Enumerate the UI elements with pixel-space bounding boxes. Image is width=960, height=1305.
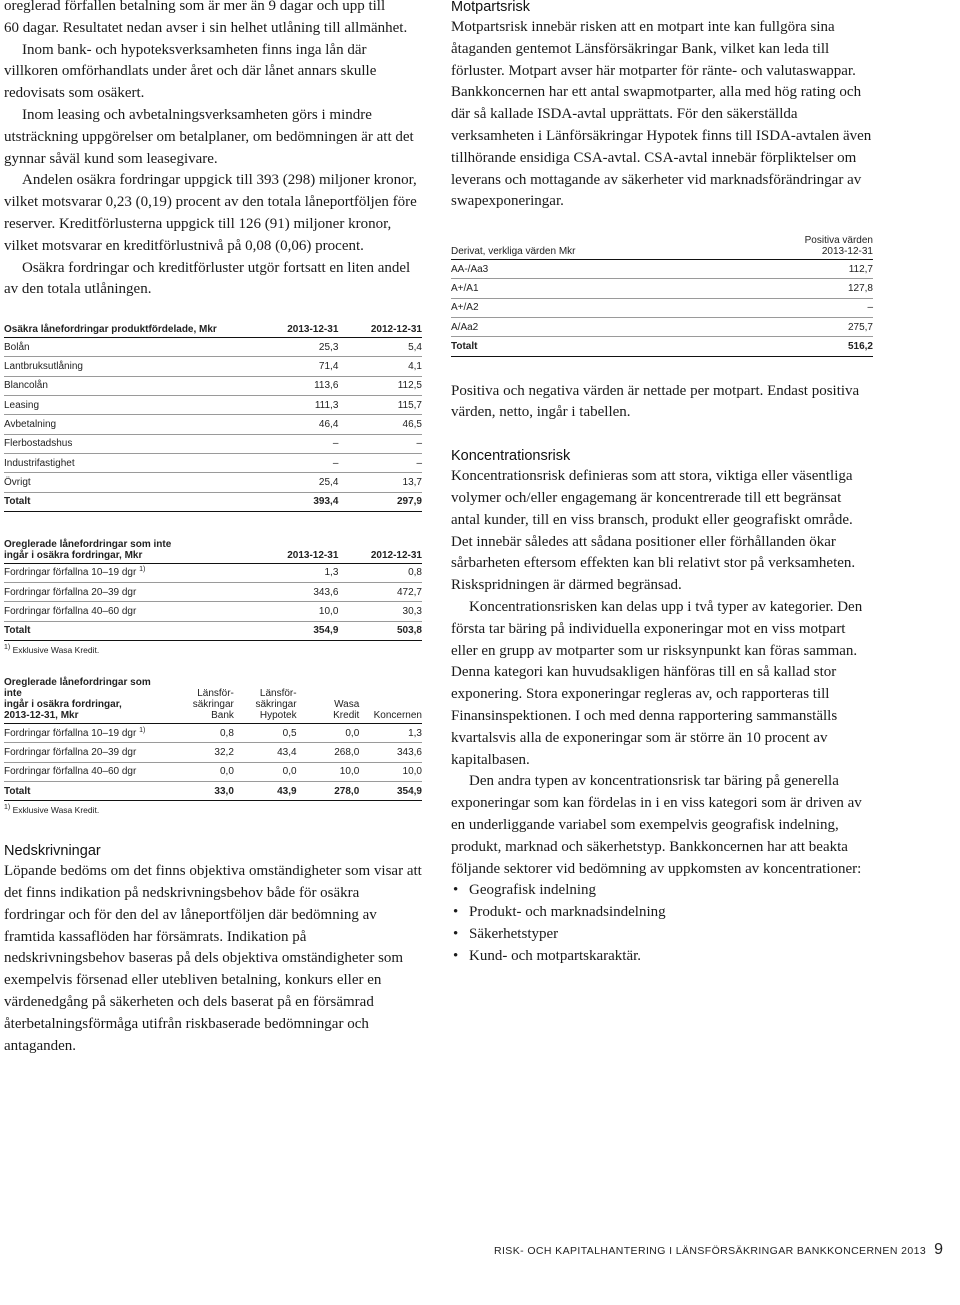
cell-value: 393,4	[255, 492, 339, 511]
cell-value: 268,0	[297, 743, 360, 762]
paragraph: Koncentrationsrisk definieras som att stora, viktiga eller väsentliga volymer och/eller engagemang är koncentrerade till ett begränsat antal kunder, till en viss bransch, produkt eller geografiskt område. Det innebär således att sådana positioner eller förhållanden ökar sårbarheten eftersom effekten kan bli relativt stor på verksamheten. Riskspridningen är därmed begränsad.	[451, 468, 856, 594]
page-number: 9	[934, 1241, 943, 1258]
intro-line: 60 dagar. Resultatet nedan avser i sin helhet utlåning till allmänhet.	[4, 19, 408, 36]
sector-list	[451, 880, 873, 967]
cell-value: 13,7	[338, 473, 422, 492]
paragraph: Löpande bedöms om det finns objektiva omständigheter som visar att det finns indikation på nedskrivningsbehov både för osäkra fordringar och för den del av låneportföljen där bedömning av framtida kassaflöden har försämrats. Indikation på nedskrivningsbehov baseras på dels objektiva omständigheter som exempelvis försenad eller utebliven betalning, konkurs eller en värdenedgång på säkerheten och dels baserat på en försämrad återbetalningsförmåga utifrån riskbaserade bedömningar och antaganden.	[4, 863, 422, 1054]
row-label	[4, 563, 255, 582]
footnote-mark: 1)	[4, 804, 11, 812]
row-label: Leasing	[4, 396, 255, 415]
table-row	[4, 357, 422, 376]
intro-text	[4, 0, 422, 301]
table-row	[451, 260, 873, 279]
cell-value: 10,0	[297, 762, 360, 781]
cell-value: 10,0	[255, 602, 339, 621]
cell-value: 46,5	[338, 415, 422, 434]
paragraph: Den andra typen av koncentrationsrisk tar bäring på generella exponeringar som kan fördelas in i en viss kategori som är driven av en underliggande variabel som exempelvis geografisk indelning, produkt, marknad och säkerhetstyp. Bankkoncernen har att beakta följande sektorer vid bedömning av uppkomsten av koncentrationer:	[451, 773, 862, 877]
row-label-text: Fordringar förfallna 40–60 dgr	[4, 606, 137, 618]
cell-value: 0,8	[338, 563, 422, 582]
cell-value: 113,6	[255, 376, 339, 395]
cell-value: 343,6	[359, 743, 422, 762]
cell-value: 10,0	[359, 762, 422, 781]
cell-value: 0,0	[171, 762, 234, 781]
cell-value: 278,0	[297, 781, 360, 800]
section-heading-motpartsrisk: Motpartsrisk	[451, 0, 530, 15]
table-row	[4, 563, 422, 582]
row-label: AA-/Aa3	[451, 260, 704, 279]
paragraph: Motpartsrisk innebär risken att en motpart inte kan fullgöra sina åtaganden gentemot Länsförsäkringar Bank, vilket kan leda till förluster. Motpart avser här motparter för ränte- och valutaswappar. Bankkoncernen har ett antal swapmotparter, alla med hög rating och där så kallade ISDA-avtal upprättats. För den säkerställda verksamheten i Länförsäkringar Hypotek finns till ISDA-avtalen även tillhörande ensidiga CSA-avtal. CSA-avtal innebär förpliktelser om leverans och mottagande av säkerheter vid marknadsförändringar av swapexponeringar.	[451, 19, 872, 210]
table-header	[704, 235, 873, 260]
cell-value: 32,2	[171, 743, 234, 762]
table-row	[4, 583, 422, 602]
table-row	[4, 376, 422, 395]
section-heading-koncentrationsrisk: Koncentrationsrisk	[451, 448, 571, 465]
row-label: Totalt	[4, 781, 171, 800]
header-line: 2013-12-31, Mkr	[4, 710, 79, 722]
past-due-by-entity-table	[4, 677, 422, 801]
row-label: Flerbostadshus	[4, 434, 255, 453]
row-label-text: Fordringar förfallna 20–39 dgr	[4, 586, 137, 598]
cell-value: 25,4	[255, 473, 339, 492]
cell-value: 0,0	[297, 724, 360, 743]
derivatives-table	[451, 235, 873, 356]
footnote-mark: 1)	[4, 644, 11, 652]
cell-value: 71,4	[255, 357, 339, 376]
table-header: 2012-12-31	[338, 539, 422, 564]
table-header: Derivat, verkliga värden Mkr	[451, 235, 704, 260]
row-label: Totalt	[4, 492, 255, 511]
cell-value: 5,4	[338, 338, 422, 357]
table-header	[4, 677, 171, 724]
cell-value: 0,0	[234, 762, 297, 781]
paragraph: Andelen osäkra fordringar uppgick till 393 (298) miljoner kronor, vilket motsvarar 0,23 (0,19) procent av den totala låneportföljen före reserver. Kreditförlusterna uppgick till 126 (91) miljoner kronor, vilket motsvarar en kreditförlustnivå på 0,08 (0,06) procent.	[4, 172, 417, 254]
row-label: Totalt	[451, 337, 704, 356]
header-line: ingår i osäkra fordringar,	[4, 699, 122, 711]
row-label	[4, 602, 255, 621]
footer-text: RISK- OCH KAPITALHANTERING I LÄNSFÖRSÄKRINGAR BANKKONCERNEN 2013	[494, 1245, 927, 1257]
row-label: Bolån	[4, 338, 255, 357]
section-heading-nedskrivningar: Nedskrivningar	[4, 843, 101, 860]
cell-value: 472,7	[338, 583, 422, 602]
list-item: • Produkt- och marknadsindelning	[451, 902, 873, 924]
row-label-text: Fordringar förfallna 40–60 dgr	[4, 766, 137, 778]
table-header: 2013-12-31	[255, 324, 339, 338]
header-line: Hypotek	[259, 710, 297, 722]
cell-value: 516,2	[704, 337, 873, 356]
table-header	[171, 677, 234, 724]
left-column	[4, 0, 422, 1057]
header-line: ingår i osäkra fordringar, Mkr	[4, 549, 143, 561]
list-item: • Kund- och motpartskaraktär.	[451, 946, 873, 968]
table-row	[4, 724, 422, 743]
cell-value: 354,9	[255, 621, 339, 640]
header-line: 2013-12-31	[821, 246, 873, 258]
intro-line: oreglerad förfallen betalning som är mer än 9 dagar och upp till	[4, 0, 386, 14]
cell-value: 127,8	[704, 279, 873, 298]
cell-value: –	[704, 298, 873, 317]
row-label: Avbetalning	[4, 415, 255, 434]
table-row	[451, 298, 873, 317]
cell-value: 30,3	[338, 602, 422, 621]
cell-value: –	[255, 434, 339, 453]
cell-value: 115,7	[338, 396, 422, 415]
cell-value: –	[255, 453, 339, 472]
right-column	[451, 0, 873, 968]
list-item: • Säkerhetstyper	[451, 924, 873, 946]
table-row	[4, 338, 422, 357]
header-line: Positiva värden	[804, 235, 873, 247]
cell-value: 33,0	[171, 781, 234, 800]
paragraph: Koncentrationsrisken kan delas upp i två typer av kategorier. Den första tar bäring på individuella exponeringar mot en viss motpart eller en grupp av motparter som ur risksynpunkt kan föras samman. Denna kategori kan huvudsakligen hänföras till en så kallad stor exponering. Stora exponeringar regleras av, och rapporteras till Finansinspektionen. I och med denna rapportering sammanställs kvartalsvis alla de exponeringar som är större än 10 procent av kapitalbasen.	[451, 599, 863, 768]
cell-value: 0,8	[171, 724, 234, 743]
row-label: A+/A1	[451, 279, 704, 298]
cell-value: 43,9	[234, 781, 297, 800]
table-header: 2013-12-31	[255, 539, 339, 564]
header-line: Kredit	[333, 710, 360, 722]
list-item: • Geografisk indelning	[451, 880, 873, 902]
cell-value: 354,9	[359, 781, 422, 800]
header-line: Oreglerade lånefordringar som inte	[4, 677, 151, 700]
row-label: A+/A2	[451, 298, 704, 317]
cell-value: 25,3	[255, 338, 339, 357]
cell-value: 343,6	[255, 583, 339, 602]
row-label: Övrigt	[4, 473, 255, 492]
table-row	[4, 473, 422, 492]
cell-value: 0,5	[234, 724, 297, 743]
table-row	[4, 396, 422, 415]
cell-value: –	[338, 434, 422, 453]
cell-value: 4,1	[338, 357, 422, 376]
cell-value: 111,3	[255, 396, 339, 415]
table-total-row	[4, 781, 422, 800]
footnote-mark: 1)	[139, 566, 146, 574]
row-label-text: Fordringar förfallna 10–19 dgr	[4, 567, 137, 579]
cell-value: 112,7	[704, 260, 873, 279]
table-total-row	[4, 621, 422, 640]
koncentrationsrisk-body	[451, 466, 873, 967]
header-line: Wasa	[334, 699, 360, 711]
paragraph: Inom bank- och hypoteksverksamheten finns inga lån där villkoren omförhandlats under året och där lånet annars skulle redovisats som osäkert.	[4, 41, 377, 102]
cell-value: 297,9	[338, 492, 422, 511]
table-row	[451, 279, 873, 298]
header-line: Länsför-	[197, 688, 234, 700]
table-total-row	[4, 492, 422, 511]
cell-value: 43,4	[234, 743, 297, 762]
row-label	[4, 724, 171, 743]
table-row	[451, 318, 873, 337]
paragraph: Inom leasing och avbetalningsverksamheten görs i mindre utsträckning uppgörelser om betalplaner, om bedömningen är att det gynnar såväl kund som leasegivare.	[4, 106, 414, 167]
footnote-mark: 1)	[139, 726, 146, 734]
table-header	[297, 677, 360, 724]
row-label: Blancolån	[4, 376, 255, 395]
row-label-text: Fordringar förfallna 20–39 dgr	[4, 746, 137, 758]
table-header: Koncernen	[359, 677, 422, 724]
cell-value: 112,5	[338, 376, 422, 395]
row-label: Industrifastighet	[4, 453, 255, 472]
cell-value: 275,7	[704, 318, 873, 337]
row-label: A/Aa2	[451, 318, 704, 337]
table-footnote	[4, 645, 422, 655]
table-header	[4, 539, 255, 564]
table-row	[4, 434, 422, 453]
header-line: säkringar	[192, 699, 234, 711]
table-header: 2012-12-31	[338, 324, 422, 338]
table-header	[234, 677, 297, 724]
header-line: Bank	[211, 710, 234, 722]
table-header: Osäkra lånefordringar produktfördelade, Mkr	[4, 324, 255, 338]
table-row	[4, 453, 422, 472]
cell-value: 1,3	[255, 563, 339, 582]
header-line: Oreglerade lånefordringar som inte	[4, 538, 172, 550]
cell-value: 1,3	[359, 724, 422, 743]
cell-value: 503,8	[338, 621, 422, 640]
page-footer	[494, 1241, 943, 1259]
footnote-text: Exklusive Wasa Kredit.	[12, 805, 100, 816]
row-label	[4, 583, 255, 602]
past-due-loans-table	[4, 539, 422, 641]
row-label: Lantbruksutlåning	[4, 357, 255, 376]
table-row	[4, 602, 422, 621]
footnote-text: Exklusive Wasa Kredit.	[12, 645, 100, 656]
row-label: Totalt	[4, 621, 255, 640]
header-line: säkringar	[255, 699, 297, 711]
header-line: Länsför-	[259, 688, 297, 700]
row-label	[4, 762, 171, 781]
cell-value: –	[338, 453, 422, 472]
table-row	[4, 743, 422, 762]
row-label-text: Fordringar förfallna 10–19 dgr	[4, 727, 137, 739]
table-row	[4, 415, 422, 434]
row-label	[4, 743, 171, 762]
table-footnote	[4, 805, 422, 815]
paragraph: Osäkra fordringar och kreditförluster utgör fortsatt en liten andel av den totala utlåningen.	[4, 259, 411, 298]
netting-note: Positiva och negativa värden är nettade per motpart. Endast positiva värden, netto, ingår i tabellen.	[451, 382, 860, 421]
cell-value: 46,4	[255, 415, 339, 434]
impaired-loans-table	[4, 324, 422, 512]
table-total-row	[451, 337, 873, 356]
table-row	[4, 762, 422, 781]
